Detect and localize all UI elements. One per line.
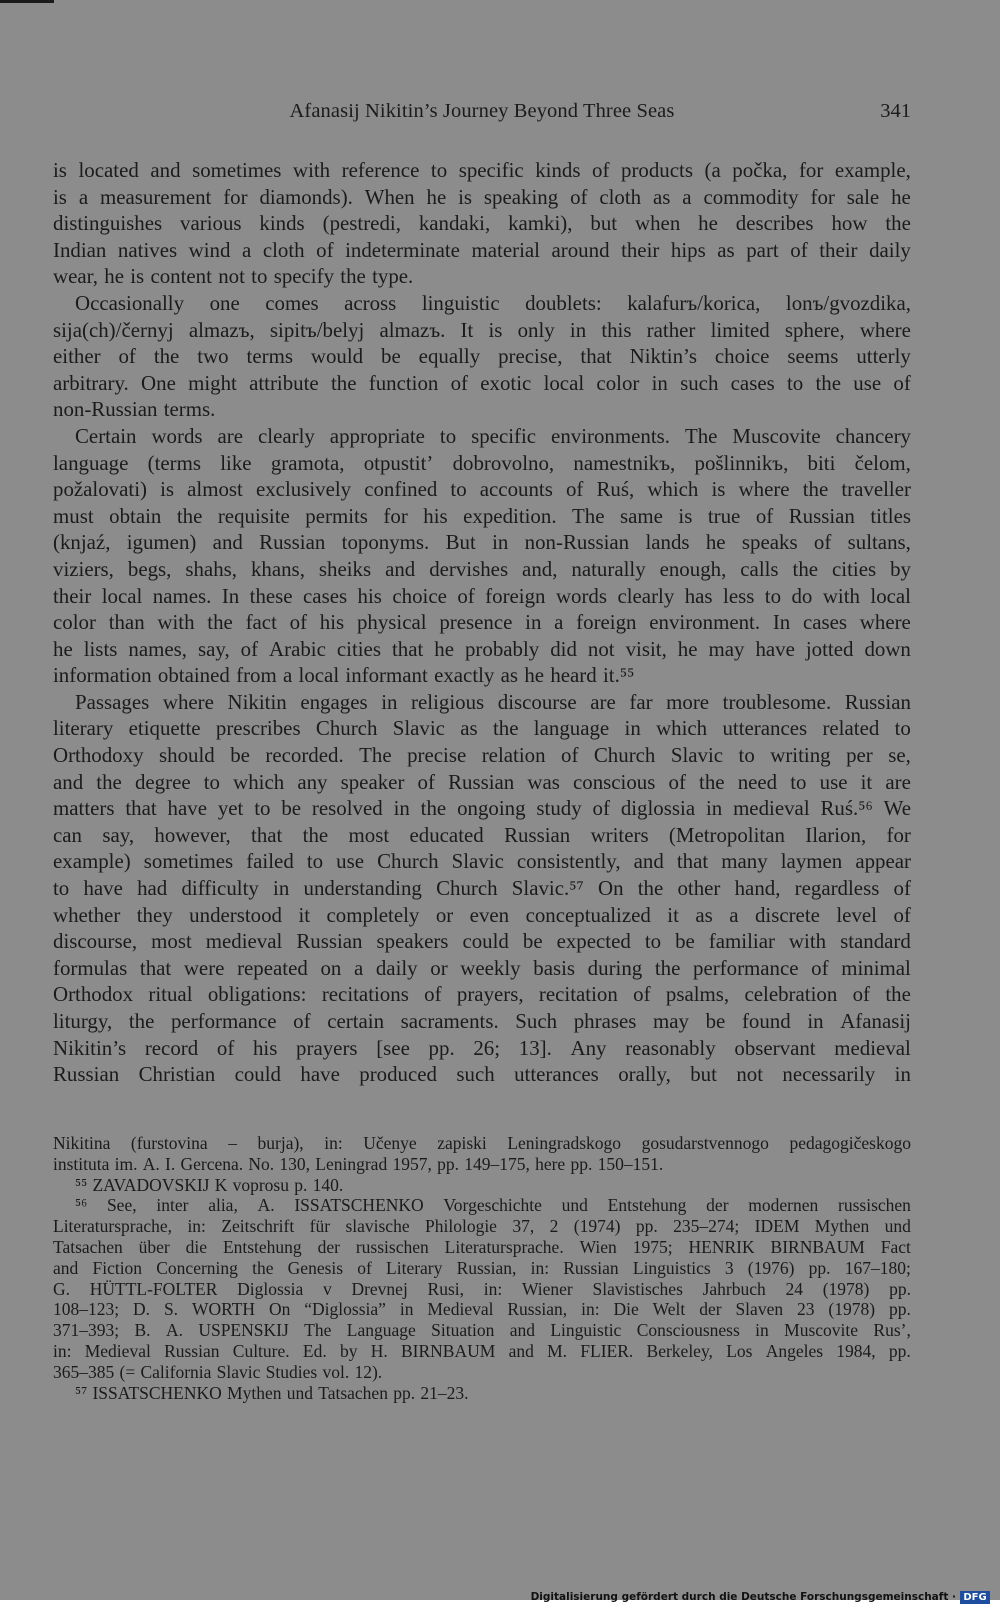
footnote-line: ⁵⁶ See, inter alia, A. ISSATSCHENKO Vorgeschichte und Entstehung der modernen russischen	[75, 1195, 911, 1216]
page-number: 341	[880, 100, 911, 122]
body-text-line: Orthodoxy should be recorded. The precise relation of Church Slavic to writing per se,	[53, 743, 911, 768]
body-text-line: požalovati) is almost exclusively confined to accounts of Ruś, which is where the traveller	[53, 477, 911, 502]
body-text-line: whether they understood it completely or even conceptualized it as a discrete level of	[53, 902, 911, 927]
running-title: Afanasij Nikitin’s Journey Beyond Three Seas	[289, 100, 675, 122]
body-text-line: literary etiquette prescribes Church Slavic as the language in which utterances related to	[53, 716, 911, 741]
body-text-line: Certain words are clearly appropriate to specific environments. The Muscovite chancery	[75, 423, 911, 448]
body-text-line: Nikitin’s record of his prayers [see pp. 26; 13]. Any reasonably observant medieval	[53, 1035, 911, 1060]
body-text-line: wear, he is content not to specify the type.	[53, 264, 414, 289]
body-text-line: Indian natives wind a cloth of indeterminate material around their hips as part of their daily	[53, 237, 911, 262]
body-text-line: either of the two terms would be equally precise, that Niktin’s choice seems utterly	[53, 344, 911, 369]
body-text-line: information obtained from a local informant exactly as he heard it.⁵⁵	[53, 663, 635, 688]
footnote-line: 365–385 (= California Slavic Studies vol. 12).	[53, 1361, 383, 1382]
footnote-line: ⁵⁵ ZAVADOVSKIJ K voprosu p. 140.	[75, 1174, 344, 1195]
body-text-line: their local names. In these cases his choice of foreign words clearly has less to do with local	[53, 583, 911, 608]
body-text-line: (knjaź, igumen) and Russian toponyms. But in non-Russian lands he speaks of sultans,	[53, 530, 911, 555]
footnote-line: G. HÜTTL-FOLTER Diglossia v Drevnej Rusi, in: Wiener Slavistisches Jahrbuch 24 (1978) pp.	[53, 1278, 911, 1299]
footnote-line: Tatsachen über die Entstehung der russischen Literatursprache. Wien 1975; HENRIK BIRNBAUM Fact	[53, 1236, 911, 1257]
body-text-line: is a measurement for diamonds). When he is speaking of cloth as a commodity for sale he	[53, 184, 911, 209]
body-text-line: distinguishes various kinds (pestredi, kandaki, kamki), but when he describes how the	[53, 211, 911, 236]
running-head	[53, 100, 911, 130]
body-text-line: non-Russian terms.	[53, 397, 216, 422]
body-text-line: matters that have yet to be resolved in the ongoing study of diglossia in medieval Ruś.⁵⁶ We	[53, 796, 911, 821]
body-text-line: formulas that were repeated on a daily or weekly basis during the performance of minimal	[53, 955, 911, 980]
body-text-line: and the degree to which any speaker of Russian was conscious of the need to use it are	[53, 769, 911, 794]
body-text-line: viziers, begs, shahs, khans, sheiks and dervishes and, naturally enough, calls the cities by	[53, 556, 911, 581]
footnote-line: 371–393; B. A. USPENSKIJ The Language Situation and Linguistic Consciousness in Muscovite Rus’,	[53, 1320, 911, 1341]
footnote-line: and Fiction Concerning the Genesis of Literary Russian, in: Russian Linguistics 3 (1976) pp. 167–180;	[53, 1257, 911, 1278]
footnotes	[53, 1133, 911, 1403]
body-text-line: Occasionally one comes across linguistic doublets: kalafurъ/korica, lonъ/gvozdika,	[75, 290, 911, 315]
body-text-line: Orthodox ritual obligations: recitations of prayers, recitation of psalms, celebration of the	[53, 982, 911, 1007]
body-text-line: can say, however, that the most educated Russian writers (Metropolitan Ilarion, for	[53, 822, 911, 847]
body-text-line: example) sometimes failed to use Church Slavic consistently, and that many laymen appear	[53, 849, 911, 874]
body-text-line: to have had difficulty in understanding Church Slavic.⁵⁷ On the other hand, regardless of	[53, 876, 911, 901]
footnote-line: in: Medieval Russian Culture. Ed. by H. BIRNBAUM and M. FLIER. Berkeley, Los Angeles 1984, pp.	[53, 1340, 911, 1361]
body-text-line: language (terms like gramota, otpustit’ dobrovolno, namestnikъ, pošlinnikъ, biti čelom,	[53, 450, 911, 475]
body-text-line: is located and sometimes with reference to specific kinds of products (a počka, for example,	[53, 158, 911, 182]
body-text-line: discourse, most medieval Russian speakers could be expected to be familiar with standard	[53, 929, 911, 954]
body-text-line: Passages where Nikitin engages in religious discourse are far more troublesome. Russian	[75, 689, 911, 714]
footnote-line: ⁵⁷ ISSATSCHENKO Mythen und Tatsachen pp. 21–23.	[75, 1382, 469, 1403]
body-text-line: liturgy, the performance of certain sacraments. Such phrases may be found in Afanasij	[53, 1009, 911, 1033]
footnote-line: Nikitina (furstovina – burja), in: Učenye zapiski Leningradskogo gosudarstvennogo pedagogičeskogo	[53, 1133, 911, 1153]
funding-credit: Digitalisierung gefördert durch die Deutsche Forschungsgemeinschaft ·	[530, 1591, 956, 1603]
body-text-line: he lists names, say, of Arabic cities that he probably did not visit, he may have jotted down	[53, 636, 911, 661]
footnote-line: 108–123; D. S. WORTH On “Diglossia” in Medieval Russian, in: Die Welt der Slaven 23 (1978) pp.	[53, 1299, 911, 1320]
body-text-line: arbitrary. One might attribute the function of exotic local color in such cases to the use of	[53, 370, 911, 395]
footnote-line: Literatursprache, in: Zeitschrift für slavische Philologie 37, 2 (1974) pp. 235–274; IDEM Mythen und	[53, 1216, 911, 1237]
body-text-line: color than with the fact of his physical presence in a foreign environment. In cases where	[53, 610, 911, 635]
body-text-line: must obtain the requisite permits for his expedition. The same is true of Russian titles	[53, 503, 911, 528]
body-text-line: sija(ch)/černyj almazъ, sipitъ/belyj almazъ. It is only in this rather limited sphere, where	[53, 317, 911, 342]
body-text	[53, 157, 911, 1088]
footnote-line: instituta im. A. I. Gercena. No. 130, Leningrad 1957, pp. 149–175, here pp. 150–151.	[53, 1153, 664, 1174]
dfg-logo: DFG	[960, 1591, 990, 1604]
scan-corner-mark	[0, 0, 54, 3]
body-text-line: Russian Christian could have produced such utterances orally, but not necessarily in	[53, 1062, 911, 1087]
